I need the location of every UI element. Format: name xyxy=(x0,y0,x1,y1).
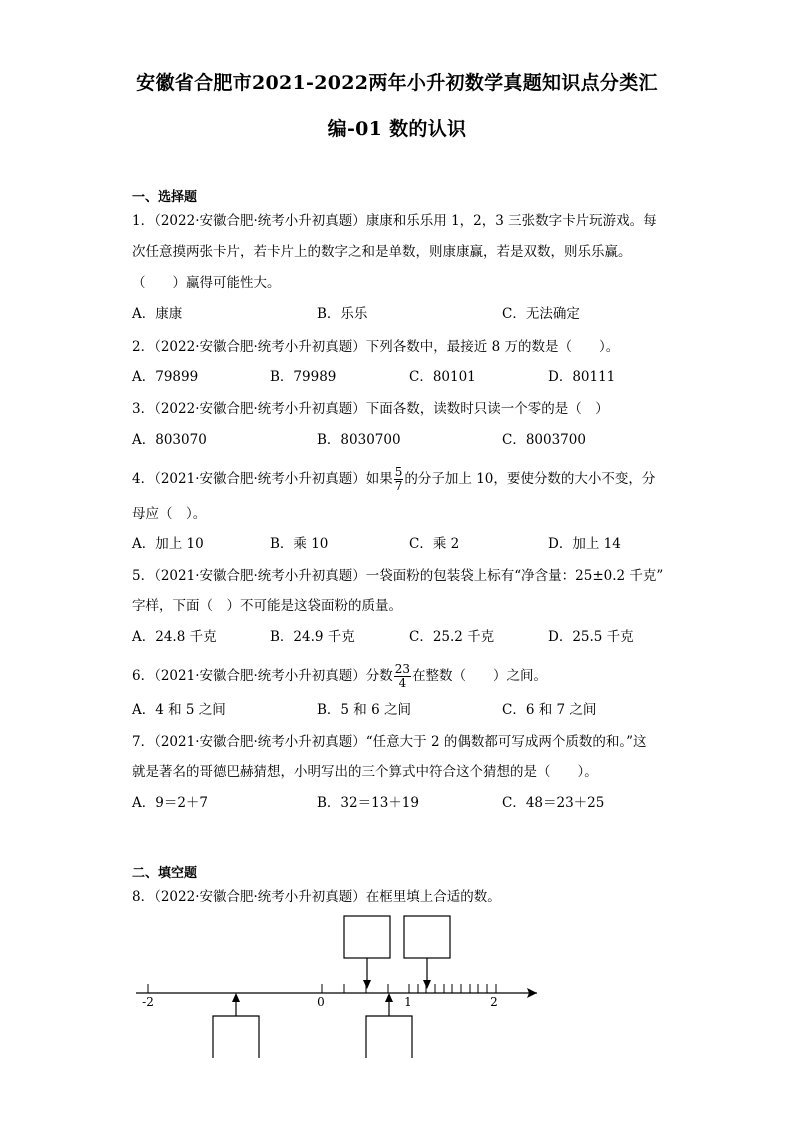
q1-option-b: B．乐乐 xyxy=(317,306,368,322)
label-one: 1 xyxy=(404,995,412,1009)
answer-box-bottom-right[interactable] xyxy=(366,1016,412,1058)
q7-option-a: A．9＝2＋7 xyxy=(132,795,209,811)
q7-option-b: B．32＝13＋19 xyxy=(317,795,419,811)
arrow-down-icon xyxy=(363,980,371,989)
q1-option-a: A．康康 xyxy=(132,306,183,322)
q5-option-b: B．24.9 千克 xyxy=(270,629,355,645)
label-minus2: -2 xyxy=(142,995,154,1009)
q1-line3: （ ）赢得可能性大。 xyxy=(132,275,281,291)
section-heading-choice: 一、选择题 xyxy=(132,190,198,205)
q5-line1: 5．（2021·安徽合肥·统考小升初真题）一袋面粉的包装袋上标有“净含量：25±0.2 千克” xyxy=(132,568,664,584)
answer-box-bottom-left[interactable] xyxy=(213,1016,259,1058)
q7-option-c: C．48＝23＋25 xyxy=(502,795,605,811)
q4-fraction-denominator: 7 xyxy=(394,479,403,493)
q7-line2: 就是著名的哥德巴赫猜想，小明写出的三个算式中符合这个猜想的是（ ）。 xyxy=(132,764,598,780)
q4-fraction-numerator: 5 xyxy=(394,465,403,479)
q3-line1: 3．（2022·安徽合肥·统考小升初真题）下面各数，读数时只读一个零的是（ ） xyxy=(132,401,609,417)
doc-title-line1: 安徽省合肥市2021-2022两年小升初数学真题知识点分类汇 xyxy=(136,72,658,94)
arrow-up-icon xyxy=(232,993,240,1002)
q2-option-a: A．79899 xyxy=(132,369,199,385)
q6-option-c: C．6 和 7 之间 xyxy=(502,702,597,718)
q8-line1: 8．（2022·安徽合肥·统考小升初真题）在框里填上合适的数。 xyxy=(132,889,501,905)
q1-line1: 1．（2022·安徽合肥·统考小升初真题）康康和乐乐用 1，2，3 三张数字卡片玩游戏。每 xyxy=(132,213,657,229)
arrow-up-icon xyxy=(385,993,393,1002)
answer-box-top-right[interactable] xyxy=(404,916,450,958)
q7-line1: 7．（2021·安徽合肥·统考小升初真题）“任意大于 2 的偶数都可写成两个质数的和。”这 xyxy=(132,734,647,750)
q6-prefix: 6．（2021·安徽合肥·统考小升初真题）分数 xyxy=(132,668,393,684)
q6-suffix: 在整数（ ）之间。 xyxy=(412,668,548,684)
q6-option-a: A．4 和 5 之间 xyxy=(132,702,226,718)
q3-option-b: B．8030700 xyxy=(317,432,401,448)
q6-fraction-numerator: 23 xyxy=(394,662,411,676)
q3-option-c: C．8003700 xyxy=(502,432,586,448)
arrow-down-icon xyxy=(423,980,431,989)
q2-option-b: B．79989 xyxy=(270,369,337,385)
q5-option-d: D．25.5 千克 xyxy=(548,629,634,645)
q4-suffix: 的分子加上 10，要使分数的大小不变，分 xyxy=(404,471,656,487)
q3-option-a: A．803070 xyxy=(132,432,207,448)
q2-option-c: C．80101 xyxy=(409,369,476,385)
q4-prefix: 4．（2021·安徽合肥·统考小升初真题）如果 xyxy=(132,471,393,487)
section-heading-fill: 二、填空题 xyxy=(132,866,198,881)
q4-line2: 母应（ ）。 xyxy=(132,506,207,522)
label-two: 2 xyxy=(490,995,498,1009)
label-zero: 0 xyxy=(317,995,325,1009)
answer-box-top-left[interactable] xyxy=(344,916,390,958)
q6-option-b: B．5 和 6 之间 xyxy=(317,702,411,718)
q1-option-c: C．无法确定 xyxy=(502,306,580,322)
q1-line2: 次任意摸两张卡片，若卡片上的数字之和是单数，则康康赢，若是双数，则乐乐赢。 xyxy=(132,244,632,260)
q4-option-a: A．加上 10 xyxy=(132,536,204,552)
q5-option-a: A．24.8 千克 xyxy=(132,629,217,645)
q4-option-b: B．乘 10 xyxy=(270,536,329,552)
doc-title-line2: 编-01 数的认识 xyxy=(327,118,467,140)
q5-line2: 字样，下面（ ）不可能是这袋面粉的质量。 xyxy=(132,598,402,614)
q5-option-c: C．25.2 千克 xyxy=(409,629,495,645)
q2-option-d: D．80111 xyxy=(548,369,616,385)
q4-option-c: C．乘 2 xyxy=(409,536,460,552)
q2-line1: 2．（2022·安徽合肥·统考小升初真题）下列各数中，最接近 8 万的数是（ ）。 xyxy=(132,339,620,355)
q4-option-d: D．加上 14 xyxy=(548,536,621,552)
q6-fraction-denominator: 4 xyxy=(398,676,407,690)
